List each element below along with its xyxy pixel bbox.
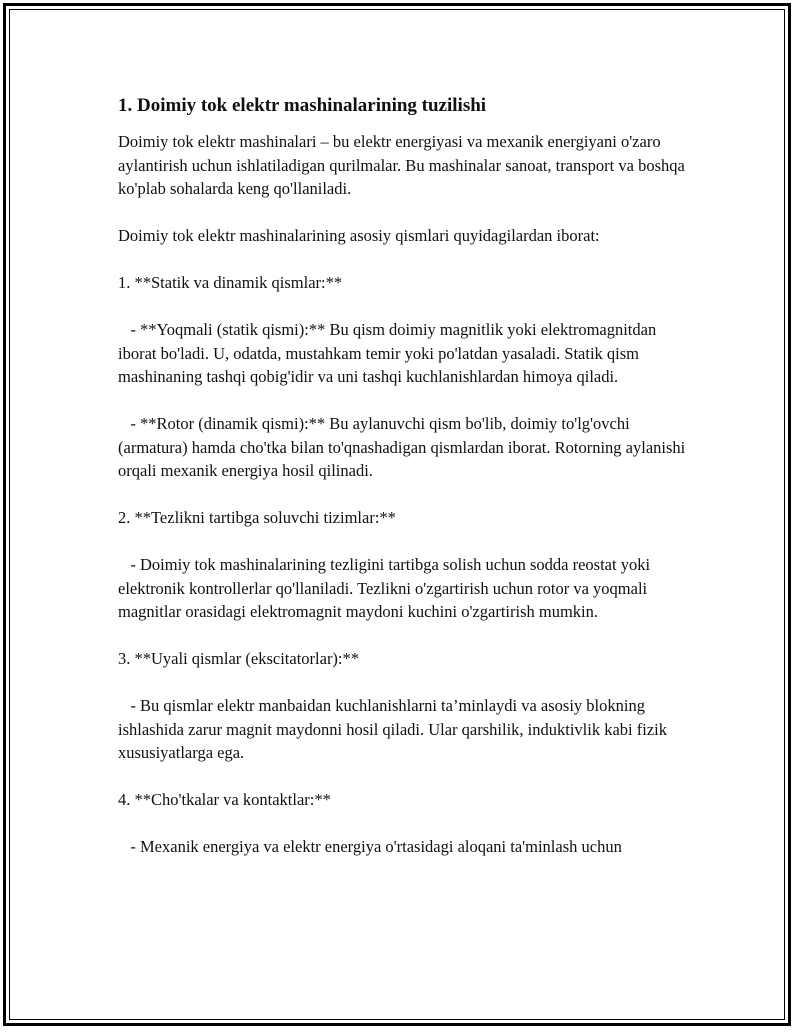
list-item-1-heading: 1. **Statik va dinamik qismlar:** (118, 273, 343, 292)
list-item-2-heading: 2. **Tezlikni tartibga soluvchi tizimlar:** (118, 508, 396, 527)
list-item-3-heading: 3. **Uyali qismlar (ekscitatorlar):** (118, 649, 360, 668)
list-item-3-body: - Bu qismlar elektr manbaidan kuchlanishlarni ta’minlaydi va asosiy blokning ishlashida zarur magnit maydonni hosil qiladi. Ular qarshilik, induktivlik kabi fizik xususiyatlarga ega. (118, 696, 672, 762)
list-item-1-stator: - **Yoqmali (statik qismi):** Bu qism doimiy magnitlik yoki elektromagnitdan iborat bo'ladi. U, odatda, mustahkam temir yoki po'latdan yasaladi. Statik qism mashinaning tashqi qobig'idir va uni tashqi kuchlanishlardan himoya qiladi. (118, 320, 661, 386)
list-item-2-body: - Doimiy tok mashinalarining tezligini tartibga solish uchun sodda reostat yoki elektronik kontrollerlar qo'llaniladi. Tezlikni o'zgartirish uchun rotor va yoqmali magnitlar orasidagi elektromagnit maydoni kuchini o'zgartirish mumkin. (118, 555, 655, 621)
paragraph-intro: Doimiy tok elektr mashinalari – bu elektr energiyasi va mexanik energiyani o'zaro aylantirish uchun ishlatiladigan qurilmalar. Bu mashinalar sanoat, transport va boshqa ko'plab sohalarda keng qo'llaniladi. (118, 132, 689, 198)
section-title: 1. Doimiy tok elektr mashinalarining tuzilishi (118, 95, 487, 116)
list-item-4-heading: 4. **Cho'tkalar va kontaktlar:** (118, 790, 331, 809)
list-item-1-rotor: - **Rotor (dinamik qismi):** Bu aylanuvchi qism bo'lib, doimiy to'lg'ovchi (armatura) hamda cho'tka bilan to'qnashadigan qismlardan iborat. Rotorning aylanishi orqali mexanik energiya hosil qilinadi. (118, 414, 690, 480)
document-body (118, 94, 688, 882)
paragraph-parts-intro: Doimiy tok elektr mashinalarining asosiy qismlari quyidagilardan iborat: (118, 226, 600, 245)
list-item-4-body: - Mexanik energiya va elektr energiya o'rtasidagi aloqani ta'minlash uchun (118, 837, 622, 856)
